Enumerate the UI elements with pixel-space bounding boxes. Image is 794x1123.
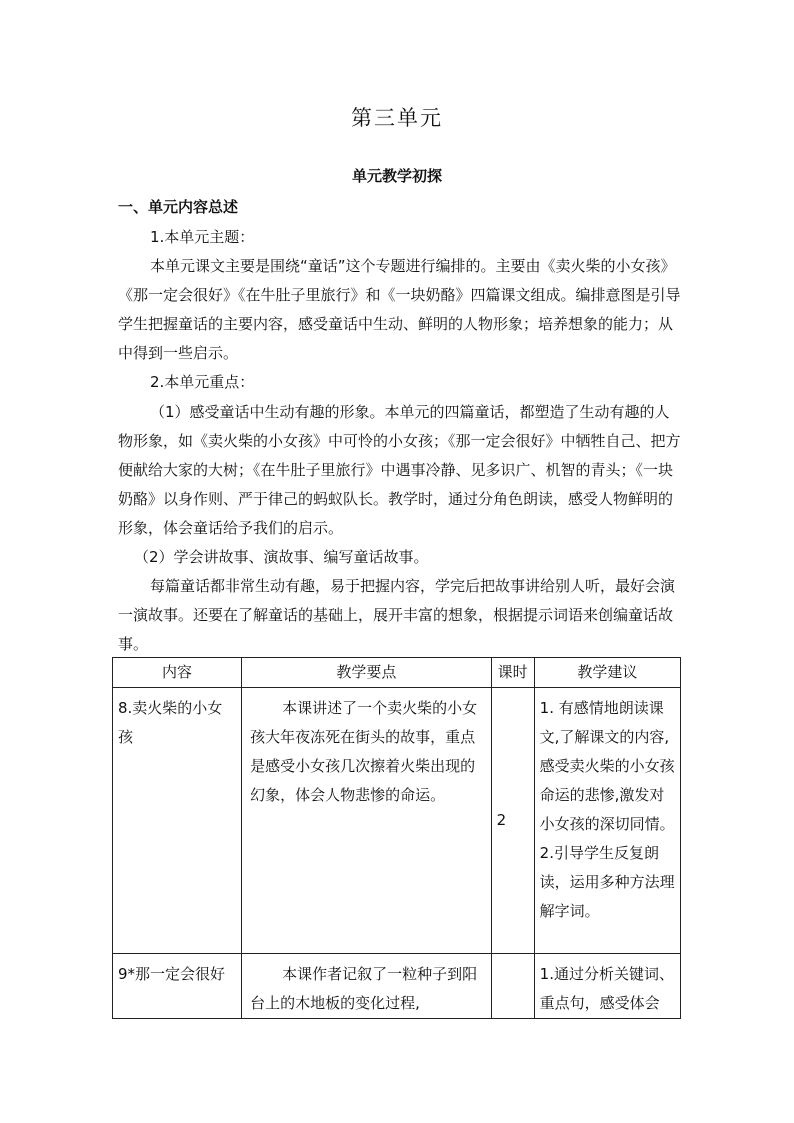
row-points: 本课讲述了一个卖火柴的小女孩大年夜冻死在街头的故事，重点是感受小女孩几次擦着火柴出现的幻象，体会人物悲惨的命运。 (242, 688, 492, 954)
section-subtitle: 单元教学初探 (351, 167, 442, 185)
focus-point-1: （1）感受童话中生动有趣的形象。本单元的四篇童话，都塑造了生动有趣的人物形象，如《卖火柴的小女孩》中可怜的小女孩；《那一定会很好》中牺牲自己、把方便献给大家的大树；《在牛肚子里旅行》中遇事冷静、见多识广、机智的青头；《一块奶酪》以身作则、严于律己的蚂蚁队长。教学时，通过分角色朗读，感受人物鲜明的形象，体会童话给予我们的启示。 (118, 403, 681, 537)
header-points: 教学要点 (242, 658, 492, 688)
table-header-row (113, 658, 681, 688)
row-suggestions (534, 688, 680, 954)
row-hours: 2 (491, 688, 534, 954)
row-points: 本课作者记叙了一粒种子到阳台上的木地板的变化过程, (242, 954, 492, 1019)
row-suggestions (534, 954, 680, 1019)
row-content: 9*那一定会很好 (113, 954, 242, 1019)
suggestion-1: 1.通过分析关键词、重点句，感受体会 (539, 965, 674, 1012)
unit-title: 第三单元 (351, 106, 443, 130)
table-row (113, 688, 681, 954)
row-hours (491, 954, 534, 1019)
suggestion-2: 2.引导学生反复朗读，运用多种方法理解字词。 (539, 844, 675, 920)
suggestion-1: 1. 有感情地朗读课文,了解课文的内容,感受卖火柴的小女孩命运的悲惨,激发对小女孩的深切同情。 (539, 699, 675, 833)
section-heading: 一、单元内容总述 (118, 198, 239, 216)
header-hours: 课时 (491, 658, 534, 688)
lesson-table (112, 657, 681, 1019)
focus-point-2: （2）学会讲故事、演故事、编写童话故事。 (134, 548, 429, 566)
story-paragraph: 每篇童话都非常生动有趣，易于把握内容，学完后把故事讲给别人听，最好会演一演故事。还要在了解童话的基础上，展开丰富的想象，根据提示词语来创编童话故事。 (118, 577, 676, 653)
theme-paragraph: 本单元课文主要是围绕“童话”这个专题进行编排的。主要由《卖火柴的小女孩》《那一定会很好》《在牛肚子里旅行》和《一块奶酪》四篇课文组成。编排意图是引导学生把握童话的主要内容，感受童话中生动、鲜明的人物形象；培养想象的能力；从中得到一些启示。 (118, 257, 681, 362)
table-row (113, 954, 681, 1019)
header-suggestions: 教学建议 (534, 658, 680, 688)
header-content: 内容 (113, 658, 242, 688)
item-focus-label: 2.本单元重点： (150, 373, 255, 391)
item-theme-label: 1.本单元主题： (150, 228, 255, 246)
row-content: 8.卖火柴的小女孩 (113, 688, 242, 954)
